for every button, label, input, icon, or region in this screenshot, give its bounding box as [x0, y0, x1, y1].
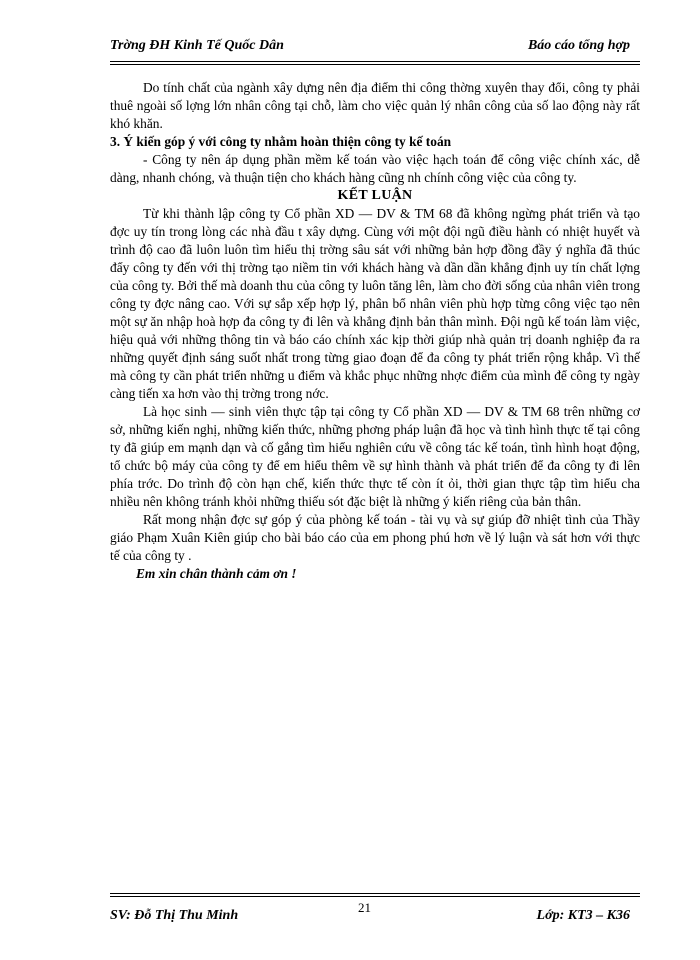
- footer-student-name: SV: Đỗ Thị Thu Minh: [110, 908, 239, 923]
- page-body: [110, 79, 640, 583]
- section-heading: 3. Ý kiến góp ý với công ty nhằm hoàn thiện công ty kế toán: [110, 134, 452, 149]
- conclusion-title: KẾT LUẬN: [337, 188, 413, 203]
- page-number: 21: [358, 900, 371, 915]
- header-university: Trờng ĐH Kinh Tế Quốc Dân: [110, 38, 284, 53]
- section-paragraph: - Công ty nên áp dụng phần mềm kế toán vào việc hạch toán để công việc chính xác, dễ dàng, nhanh chóng, và thuận tiện cho khách hàng cũng nh chính công việc của công ty.: [110, 152, 640, 185]
- page-footer: [110, 900, 640, 922]
- footer-rule-thick: [110, 893, 640, 894]
- conclusion-paragraph-1: Từ khi thành lập công ty Cổ phần XD — DV & TM 68 đã không ngừng phát triển và tạo đợc uy tín trong lòng các nhà đầu t xây dựng. Cùng với một đội ngũ điều hành có nhiệt huyết và trình độ cao đã luôn luôn tìm hiểu thị trờng sâu sát với những bản hợp đồng đầy ý nghĩa đã thúc đẩy công ty đến với thị trờng tạo niềm tin với khách hàng và dần dần khẳng định uy tín chất lợng của công ty. Bởi thế mà doanh thu của công ty luôn tăng lên, làm cho đời sống của nhân viên trong công ty đợc nâng cao. Với sự sắp xếp hợp lý, phân bổ nhân viên phù hợp từng công việc tạo nên một sự ăn nhập hoà hợp đa công ty đi lên và khẳng định bản thân mình. Đội ngũ kế toán làm việc, hiệu quả với những thông tin và báo cáo chính xác kịp thời giúp nhà quản trị doanh nghiệp đa ra những quyết định sáng suốt nhất trong từng giao đoạn để đa công ty phát triển rộng khắp. Vì thế mà công ty cần phát triển những u điểm và khắc phục những nhợc điểm của mình để công ty ngày càng tiến xa hơn vào thị trờng trong nớc.: [110, 206, 640, 401]
- header-rule-thick: [110, 61, 640, 62]
- header-rule-thin: [110, 64, 640, 65]
- footer-class: Lớp: KT3 – K36: [536, 908, 630, 923]
- conclusion-paragraph-2: Là học sinh — sinh viên thực tập tại công ty Cổ phần XD — DV & TM 68 trên những cơ sở, những kiến nghị, những kiến thức, những phơng pháp luận đã học và tình hình thực tế tại công ty đã giúp em mạnh dạn và cố gắng tìm hiểu nghiên cứu về công tác kế toán, tình hình hoạt động, tổ chức bộ máy của công ty để em hiểu thêm về sự hình thành và phát triển để đa công ty đi lên phía trớc. Do trình độ còn hạn chế, kiến thức thực tế còn ít ỏi, thời gian thực tập tìm hiểu cha nhiều nên không tránh khỏi những thiếu sót đặc biệt là những ý kiến riêng của bản thân.: [110, 404, 640, 509]
- footer-rule-thin: [110, 896, 640, 897]
- conclusion-paragraph-3: Rất mong nhận đợc sự góp ý của phòng kế toán - tài vụ và sự giúp đỡ nhiệt tình của Thầy giáo Phạm Xuân Kiên giúp cho bài báo cáo của em phong phú hơn về lý luận và sát hơn với thực tế của công ty .: [110, 512, 640, 563]
- closing-line: Em xin chân thành cảm ơn !: [136, 566, 297, 581]
- intro-paragraph: Do tính chất của ngành xây dựng nên địa điểm thi công thờng xuyên thay đổi, công ty phải thuê ngoài số lợng lớn nhân công tại chỗ, làm cho việc quản lý nhân công của số lao động này rất khó khăn.: [110, 80, 640, 131]
- page-header: [110, 38, 640, 58]
- header-report-type: Báo cáo tổng hợp: [527, 38, 630, 53]
